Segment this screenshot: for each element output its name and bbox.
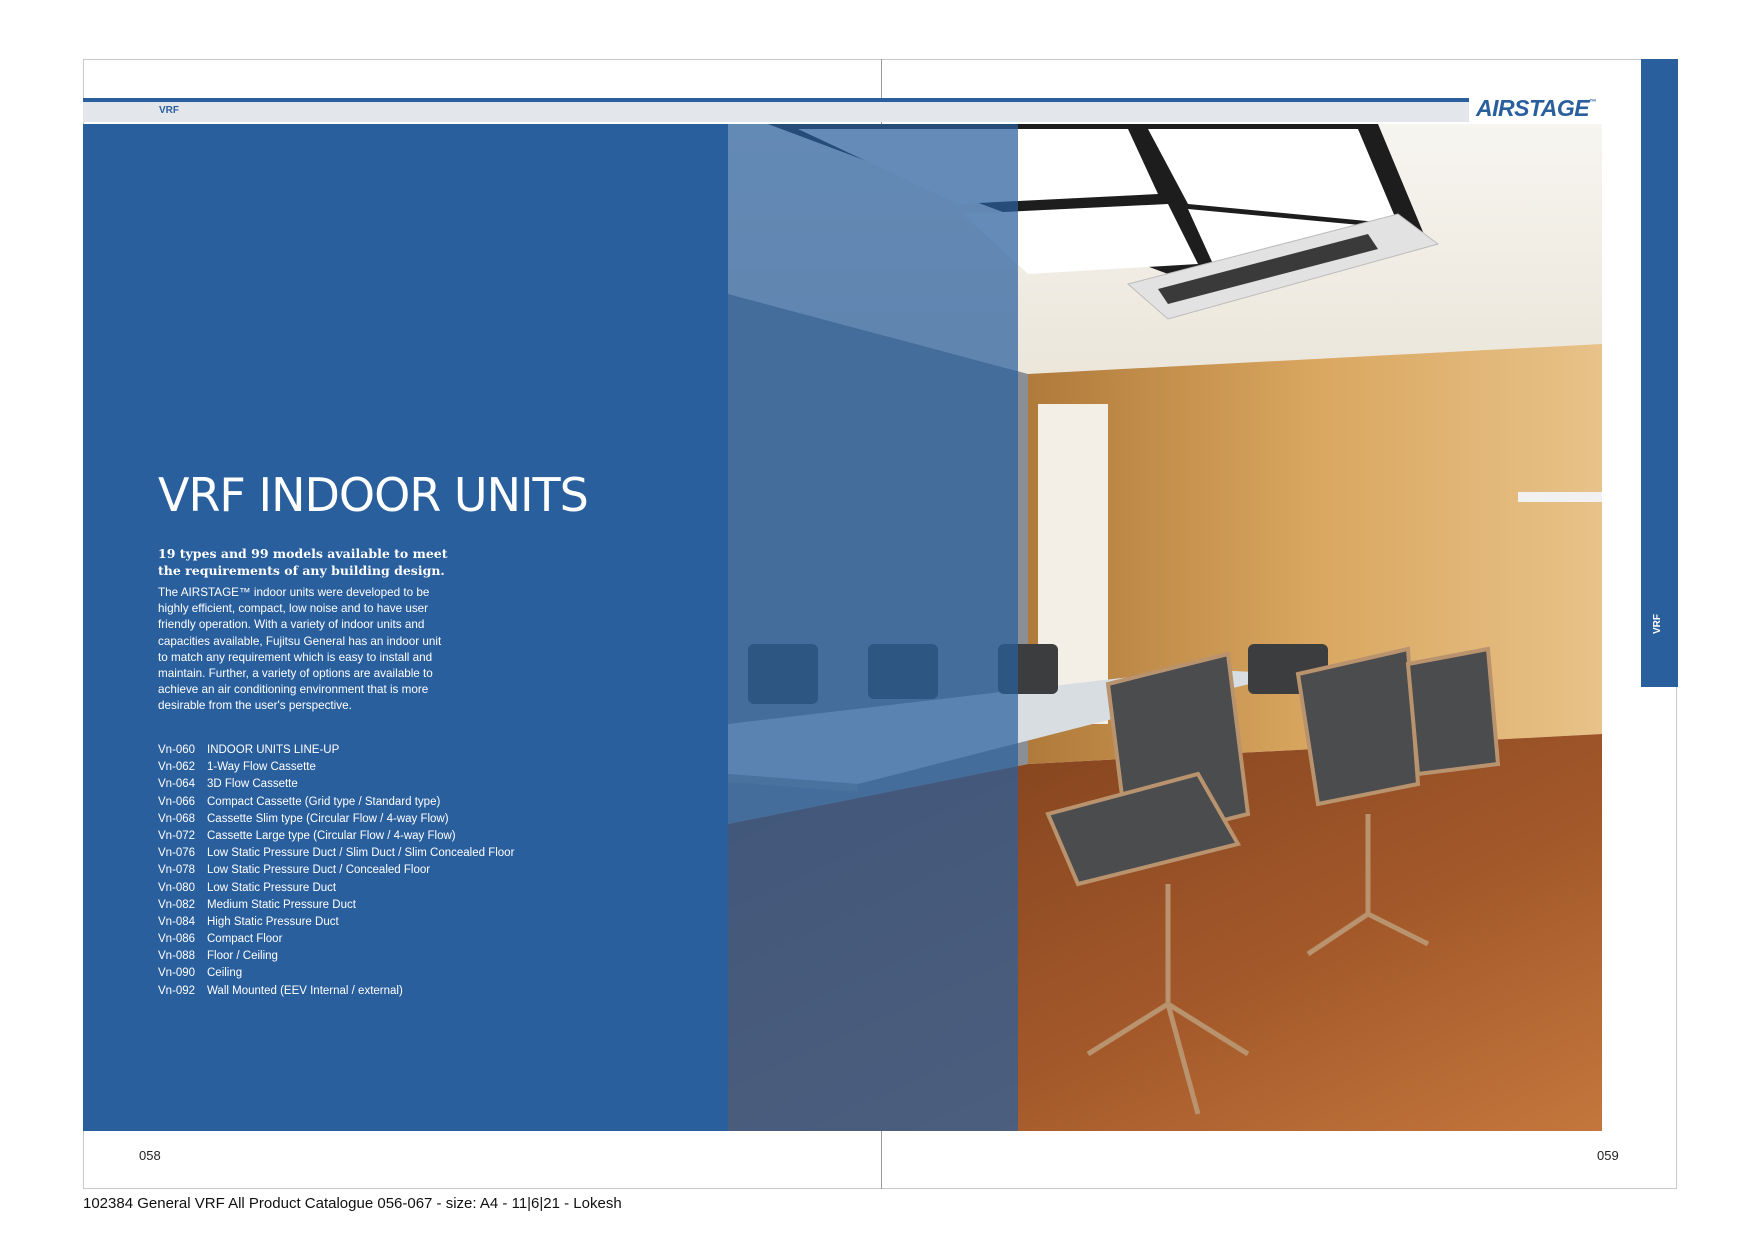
airstage-logo xyxy=(1476,95,1596,122)
toc-code: Vn-064 xyxy=(158,778,196,791)
page-number-left: 058 xyxy=(139,1148,161,1163)
meeting-room-photo xyxy=(728,124,1602,1131)
toc-code: Vn-068 xyxy=(158,812,196,825)
section-label: VRF xyxy=(159,105,179,116)
toc-code: Vn-092 xyxy=(158,984,196,997)
toc-label: Ceiling xyxy=(207,967,243,980)
toc-label: Compact Cassette (Grid type / Standard type) xyxy=(207,795,441,808)
body-line: The AIRSTAGE™ indoor units were developed to be xyxy=(158,586,430,599)
body-line: capacities available, Fujitsu General has an indoor unit xyxy=(158,634,442,648)
print-slug: 102384 General VRF All Product Catalogue 056-067 - size: A4 - 11|6|21 - Lokesh xyxy=(83,1195,622,1212)
contents-list xyxy=(158,742,514,1000)
header-band xyxy=(83,102,1469,122)
toc-row[interactable] xyxy=(158,811,514,828)
toc-label: Low Static Pressure Duct xyxy=(207,881,337,894)
toc-row[interactable] xyxy=(158,759,514,776)
toc-code: Vn-062 xyxy=(158,761,196,774)
body-line: highly efficient, compact, low noise and to have user xyxy=(158,602,429,616)
body-line: friendly operation. With a variety of indoor units and xyxy=(158,618,425,632)
toc-row[interactable] xyxy=(158,948,514,965)
page-number-right: 059 xyxy=(1597,1148,1619,1163)
toc-row[interactable] xyxy=(158,965,514,982)
body-line: maintain. Further, a variety of options are available to xyxy=(158,667,433,681)
toc-label: Low Static Pressure Duct / Concealed Floor xyxy=(207,864,431,877)
toc-row[interactable] xyxy=(158,742,514,759)
toc-label: Cassette Slim type (Circular Flow / 4-way Flow) xyxy=(207,812,449,825)
toc-row[interactable] xyxy=(158,983,514,1000)
toc-code: Vn-072 xyxy=(158,829,196,842)
body-line: desirable from the user's perspective. xyxy=(158,699,352,713)
lead-line: the requirements of any building design. xyxy=(158,563,445,578)
toc-row[interactable] xyxy=(158,845,514,862)
side-tab-label: VRF xyxy=(1652,614,1663,634)
logo-trademark: ™ xyxy=(1589,99,1596,106)
toc-code: Vn-090 xyxy=(158,967,196,980)
toc-row[interactable] xyxy=(158,794,514,811)
toc-row[interactable] xyxy=(158,897,514,914)
toc-label: Medium Static Pressure Duct xyxy=(207,898,356,911)
toc-label: High Static Pressure Duct xyxy=(207,915,339,928)
toc-code: Vn-078 xyxy=(158,864,196,877)
toc-label: Wall Mounted (EEV Internal / external) xyxy=(207,984,403,997)
toc-code: Vn-082 xyxy=(158,898,196,911)
lead-paragraph xyxy=(158,545,488,579)
body-paragraph xyxy=(158,585,478,715)
toc-code: Vn-060 xyxy=(158,744,196,756)
toc-row[interactable] xyxy=(158,914,514,931)
toc-row[interactable] xyxy=(158,862,514,879)
side-tab xyxy=(1641,59,1678,687)
toc-label: 3D Flow Cassette xyxy=(207,778,298,791)
toc-label: Cassette Large type (Circular Flow / 4-way Flow) xyxy=(207,829,456,842)
toc-row[interactable] xyxy=(158,931,514,948)
body-line: to match any requirement which is easy to install and xyxy=(158,650,433,664)
logo-text: AIRSTAGE xyxy=(1476,95,1590,121)
page-title: VRF INDOOR UNITS xyxy=(158,468,588,522)
toc-code: Vn-076 xyxy=(158,847,196,860)
toc-label: Low Static Pressure Duct / Slim Duct / Slim Concealed Floor xyxy=(207,847,515,860)
toc-code: Vn-084 xyxy=(158,915,196,928)
toc-row[interactable] xyxy=(158,828,514,845)
toc-row[interactable] xyxy=(158,880,514,897)
toc-code: Vn-088 xyxy=(158,950,196,963)
toc-row[interactable] xyxy=(158,776,514,793)
toc-code: Vn-066 xyxy=(158,795,196,808)
toc-label: INDOOR UNITS LINE-UP xyxy=(207,744,340,756)
toc-code: Vn-086 xyxy=(158,933,196,946)
toc-label: Floor / Ceiling xyxy=(207,950,278,963)
toc-label: Compact Floor xyxy=(207,933,283,946)
lead-line: 19 types and 99 models available to meet xyxy=(158,546,448,561)
body-line: achieve an air conditioning environment that is more xyxy=(158,683,429,697)
toc-code: Vn-080 xyxy=(158,881,196,894)
toc-label: 1-Way Flow Cassette xyxy=(207,761,316,774)
